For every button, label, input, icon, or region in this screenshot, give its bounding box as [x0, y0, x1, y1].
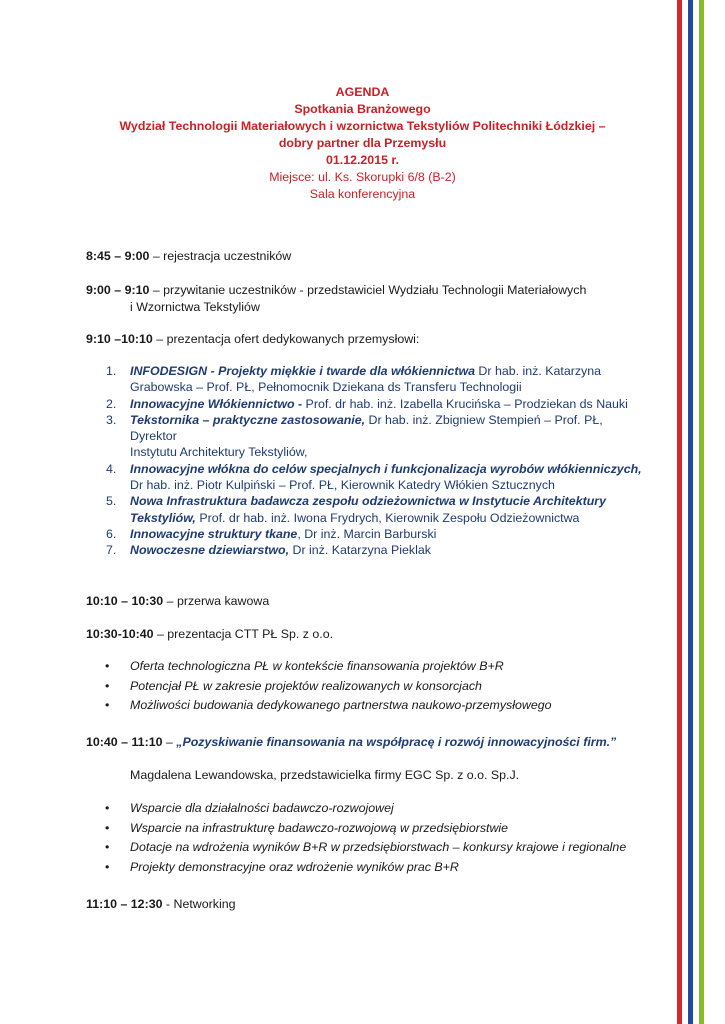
list-item — [86, 858, 646, 878]
bullet-text: Potencjał PŁ w zakresie projektów realizowanych w konsorcjach — [130, 678, 482, 693]
bullet-text: Oferta technologiczna PŁ w kontekście finansowania projektów B+R — [130, 659, 504, 673]
presenter-continued: Instytutu Architektury Tekstyliów, — [130, 445, 308, 460]
bullet-icon: • — [105, 840, 110, 855]
list-item — [86, 493, 646, 526]
presenter: Dr hab. inż. Zbigniew Stempień – Prof. PŁ, Dyrektor — [130, 412, 603, 444]
list-item — [86, 819, 646, 839]
list-item — [86, 412, 646, 461]
meeting-place: Miejsce: ul. Ks. Skorupki 6/8 (B-2) — [269, 170, 456, 184]
bullet-icon: • — [105, 659, 110, 673]
agenda-subtitle: Spotkania Branżowego — [294, 102, 431, 116]
list-item — [86, 696, 646, 716]
presentation-title-continued: Tekstyliów, — [130, 510, 196, 525]
presentation-title: Innowacyjne struktury tkane — [130, 526, 298, 541]
presentation-title: Nowoczesne dziewiarstwo, — [130, 543, 290, 558]
faculty-line-1: Wydział Technologii Materiałowych i wzornictwa Tekstyliów Politechniki Łódzkiej – — [119, 119, 606, 133]
ctt-bullet-list — [86, 657, 646, 716]
schedule-item-coffee-break — [86, 593, 646, 610]
list-item — [86, 799, 646, 819]
bullet-icon: • — [105, 820, 110, 835]
schedule-item-ctt — [86, 626, 646, 643]
schedule-text: – przywitanie uczestników - przedstawiciel Wydziału Technologii Materiałowych — [149, 283, 587, 297]
list-number: 4. — [106, 461, 117, 476]
bullet-text: Możliwości budowania dedykowanego partnerstwa naukowo-przemysłowego — [130, 698, 552, 713]
list-item — [86, 542, 646, 558]
list-item — [86, 396, 646, 412]
schedule-time: 10:30-10:40 — [86, 627, 154, 641]
list-number: 1. — [106, 364, 117, 378]
schedule-text: - Networking — [162, 897, 236, 911]
schedule-separator: – — [162, 735, 177, 749]
list-item — [86, 677, 646, 697]
presenter: Prof. dr hab. inż. Izabella Krucińska – Prodziekan ds Nauki — [302, 396, 628, 411]
bullet-icon: • — [105, 678, 110, 693]
schedule-time: 9:00 – 9:10 — [86, 283, 150, 297]
presentation-list — [86, 363, 646, 559]
presentation-title: Innowacyjne Włókiennictwo - — [130, 396, 303, 411]
presenter: Prof. dr hab. inż. Iwona Frydrych, Kierownik Zespołu Odzieżownictwa — [195, 510, 580, 525]
presentation-title: INFODESIGN - Projekty miękkie i twarde dla włókiennictwa — [130, 364, 475, 378]
agenda-header — [0, 84, 725, 203]
bullet-icon: • — [105, 698, 110, 713]
list-item — [86, 838, 646, 858]
schedule-time: 9:10 –10:10 — [86, 332, 153, 346]
list-number: 5. — [106, 494, 117, 509]
presenter: Dr hab. inż. Katarzyna — [474, 364, 602, 378]
presentation-title: Tekstornika – praktyczne zastosowanie, — [130, 412, 366, 427]
schedule-item-presentations — [86, 331, 646, 348]
list-item — [86, 461, 646, 494]
schedule-item-welcome — [86, 282, 646, 316]
bullet-icon: • — [105, 860, 110, 875]
schedule-time: 11:10 – 12:30 — [86, 897, 163, 911]
presenter: Dr hab. inż. Piotr Kulpiński – Prof. PŁ, Kierownik Katedry Włókien Sztucznych — [130, 478, 555, 493]
list-number: 3. — [106, 412, 117, 427]
schedule-time: 8:45 – 9:00 — [86, 249, 150, 263]
presenter-continued: Grabowska – Prof. PŁ, Pełnomocnik Dziekana ds Transferu Technologii — [130, 380, 522, 395]
list-number: 6. — [106, 526, 117, 541]
bullet-icon: • — [105, 801, 110, 815]
financing-title: „Pozyskiwanie finansowania na współpracę i rozwój innowacyjności firm.” — [176, 735, 617, 749]
presentation-title: Nowa Infrastruktura badawcza zespołu odzieżownictwa w Instytucie Architektury — [130, 494, 606, 509]
presenter: Dr inż. Katarzyna Pieklak — [289, 543, 431, 558]
list-item — [86, 657, 646, 677]
schedule-item-networking — [86, 896, 646, 913]
list-item — [86, 363, 646, 396]
bullet-text: Projekty demonstracyjne oraz wdrożenie wyników prac B+R — [130, 860, 459, 875]
presenter: , Dr inż. Marcin Barburski — [297, 526, 437, 541]
schedule-text-continued: i Wzornictwa Tekstyliów — [130, 300, 260, 314]
faculty-line-2: dobry partner dla Przemysłu — [278, 136, 447, 150]
presentation-title: Innowacyjne włókna do celów specjalnych i funkcjonalizacja wyrobów włókienniczych, — [130, 461, 642, 476]
schedule-item-registration — [86, 248, 646, 265]
meeting-room: Sala konferencyjna — [309, 187, 416, 201]
schedule-text: – przerwa kawowa — [163, 594, 270, 608]
list-item — [86, 526, 646, 542]
agenda-title: AGENDA — [335, 85, 390, 99]
bullet-text: Wsparcie dla działalności badawczo-rozwojowej — [130, 801, 394, 815]
schedule-text: – rejestracja uczestników — [149, 249, 292, 263]
meeting-date: 01.12.2015 r. — [325, 153, 400, 167]
schedule-text: – prezentacja ofert dedykowanych przemysłowi: — [152, 332, 420, 346]
bullet-text: Wsparcie na infrastrukturę badawczo-rozwojową w przedsiębiorstwie — [130, 820, 509, 835]
schedule-text: – prezentacja CTT PŁ Sp. z o.o. — [153, 627, 334, 641]
speaker-line: Magdalena Lewandowska, przedstawicielka firmy EGC Sp. z o.o. Sp.J. — [130, 768, 520, 782]
list-number: 2. — [106, 396, 117, 411]
schedule-time: 10:10 – 10:30 — [86, 594, 164, 608]
list-number: 7. — [106, 543, 117, 558]
egc-bullet-list — [86, 799, 646, 878]
schedule-item-financing — [86, 734, 646, 751]
bullet-text: Dotacje na wdrożenia wyników B+R w przedsiębiorstwach – konkursy krajowe i regionalne — [130, 840, 627, 855]
schedule-time: 10:40 – 11:10 — [86, 735, 163, 749]
